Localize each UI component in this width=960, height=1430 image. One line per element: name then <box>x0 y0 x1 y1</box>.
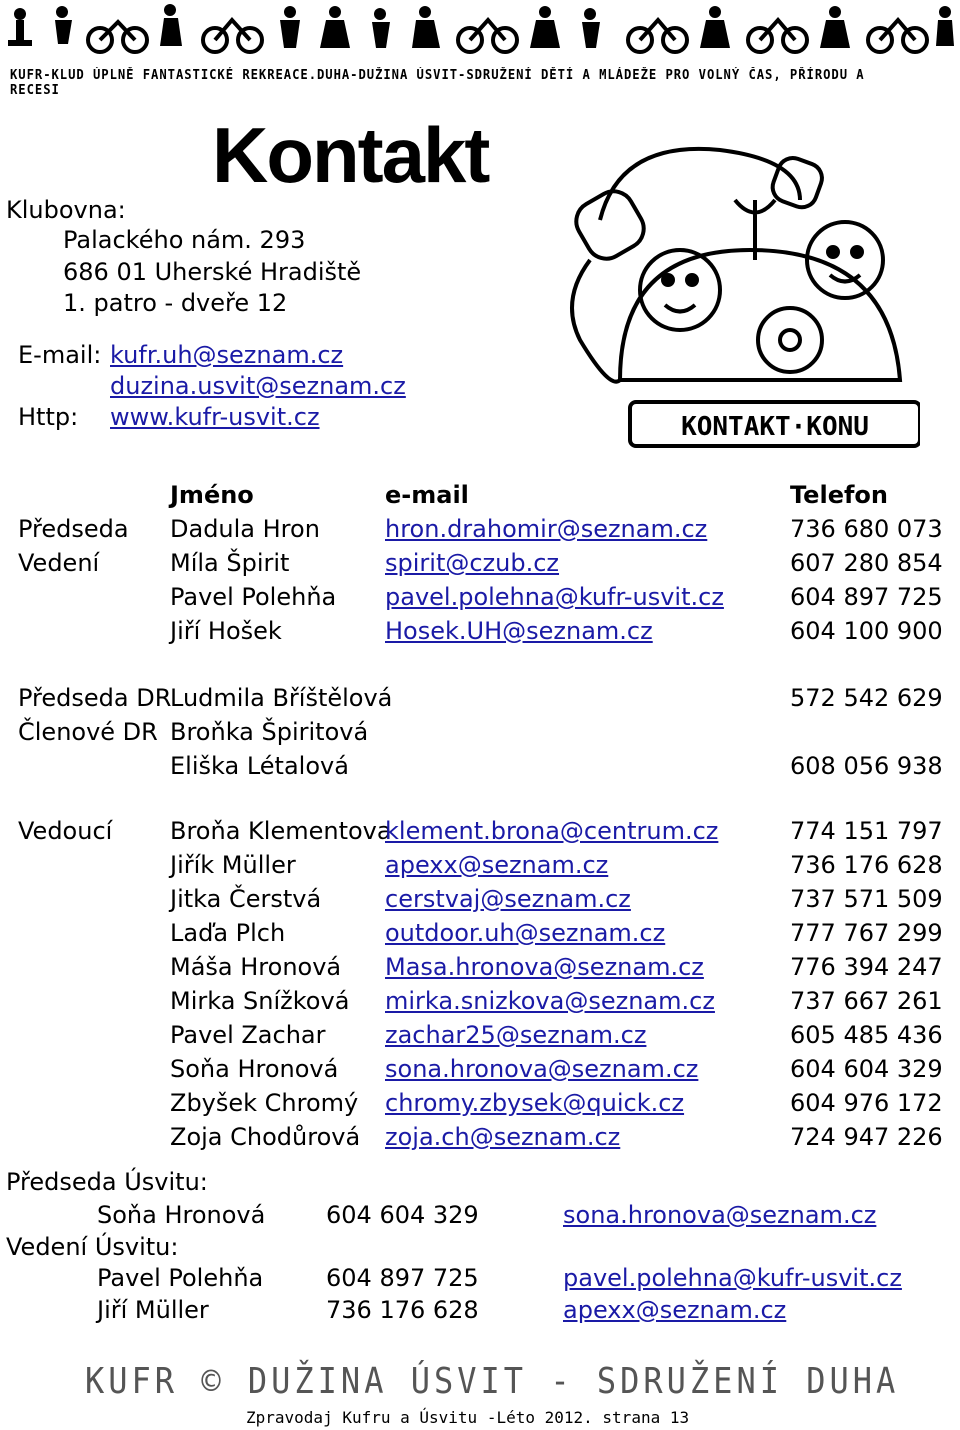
row-phone: 724 947 226 <box>790 1123 943 1151</box>
row-name: Broňka Špiritová <box>170 718 369 746</box>
address-line: Palackého nám. 293 <box>63 226 306 254</box>
row-name: Broňa Klementova <box>170 817 392 845</box>
row-phone: 604 100 900 <box>790 617 943 645</box>
row-email-link[interactable]: hron.drahomir@seznam.cz <box>385 515 708 543</box>
row-email-link[interactable]: cerstvaj@seznam.cz <box>385 885 631 913</box>
usvit-name: Pavel Polehňa <box>97 1264 264 1292</box>
row-phone: 777 767 299 <box>790 919 943 947</box>
email-label: E-mail: <box>18 341 102 369</box>
row-role: Vedoucí <box>18 817 113 845</box>
row-name: Jiří Hošek <box>170 617 282 645</box>
row-email-link[interactable]: outdoor.uh@seznam.cz <box>385 919 666 947</box>
row-email-link[interactable]: klement.brona@centrum.cz <box>385 817 719 845</box>
row-phone: 604 604 329 <box>790 1055 943 1083</box>
handset-icon <box>600 149 800 220</box>
usvit-phone: 604 897 725 <box>326 1264 479 1292</box>
usvit-email-link[interactable]: sona.hronova@seznam.cz <box>563 1201 877 1229</box>
club-email-link[interactable]: kufr.uh@seznam.cz <box>110 341 344 369</box>
club-email-link[interactable]: duzina.usvit@seznam.cz <box>110 372 406 400</box>
club-label: Klubovna: <box>6 196 126 224</box>
row-name: Eliška Létalová <box>170 752 349 780</box>
row-name: Soňa Hronová <box>170 1055 339 1083</box>
row-phone: 604 897 725 <box>790 583 943 611</box>
usvit-name: Soňa Hronová <box>97 1201 266 1229</box>
row-name: Zbyšek Chromý <box>170 1089 359 1117</box>
header-tagline: KUFR-KLUD ÚPLNĚ FANTASTICKÉ REKREACE.DUHA-DUŽINA ÚSVIT-SDRUŽENÍ DĚTÍ A MLÁDEŽE PRO VOLNÝ ČAS, PŘÍRODU A RECESI <box>10 68 865 98</box>
row-name: Mirka Snížková <box>170 987 350 1015</box>
telephone-illustration <box>560 140 920 450</box>
row-role: Předseda DR <box>18 684 172 712</box>
row-phone: 736 680 073 <box>790 515 943 543</box>
usvit-chair-label: Předseda Úsvitu: <box>6 1168 208 1196</box>
club-web-link[interactable]: www.kufr-usvit.cz <box>110 403 320 431</box>
row-email-link[interactable]: Masa.hronova@seznam.cz <box>385 953 704 981</box>
illustration-label: KONTAKT·KONU <box>681 412 869 442</box>
row-phone: 605 485 436 <box>790 1021 943 1049</box>
row-name: Jitka Čerstvá <box>170 885 322 913</box>
row-name: Jiřík Müller <box>170 851 296 879</box>
row-email-link[interactable]: chromy.zbysek@quick.cz <box>385 1089 685 1117</box>
page-title: Kontakt <box>212 111 489 199</box>
row-phone: 736 176 628 <box>790 851 943 879</box>
row-name: Máša Hronová <box>170 953 342 981</box>
row-email-link[interactable]: sona.hronova@seznam.cz <box>385 1055 699 1083</box>
usvit-board-label: Vedení Úsvitu: <box>6 1233 179 1261</box>
row-phone: 572 542 629 <box>790 684 943 712</box>
footer-logo-band: KUFR © DUŽINA ÚSVIT - SDRUŽENÍ DUHA <box>85 1360 900 1402</box>
usvit-name: Jiří Müller <box>97 1296 209 1324</box>
usvit-phone: 736 176 628 <box>326 1296 479 1324</box>
row-role: Předseda <box>18 515 129 543</box>
http-label: Http: <box>18 403 79 431</box>
usvit-email-link[interactable]: pavel.polehna@kufr-usvit.cz <box>563 1264 902 1292</box>
runner-figures-icon <box>8 4 954 52</box>
row-name: Dadula Hron <box>170 515 320 543</box>
row-role: Vedení <box>18 549 100 577</box>
row-phone: 774 151 797 <box>790 817 943 845</box>
row-role: Členové DR <box>18 718 158 746</box>
row-name: Laďa Plch <box>170 919 286 947</box>
row-name: Míla Špirit <box>170 549 290 577</box>
row-email-link[interactable]: zoja.ch@seznam.cz <box>385 1123 621 1151</box>
address-line: 686 01 Uherské Hradiště <box>63 258 362 286</box>
phone-body-icon <box>620 250 900 380</box>
row-email-link[interactable]: Hosek.UH@seznam.cz <box>385 617 653 645</box>
row-phone: 776 394 247 <box>790 953 943 981</box>
row-phone: 607 280 854 <box>790 549 943 577</box>
row-email-link[interactable]: apexx@seznam.cz <box>385 851 609 879</box>
usvit-email-link[interactable]: apexx@seznam.cz <box>563 1296 787 1324</box>
row-name: Pavel Zachar <box>170 1021 326 1049</box>
rotary-dial-icon <box>758 308 822 372</box>
page-footer: Zpravodaj Kufru a Úsvitu -Léto 2012. strana 13 <box>246 1408 690 1427</box>
row-phone: 608 056 938 <box>790 752 943 780</box>
usvit-phone: 604 604 329 <box>326 1201 479 1229</box>
row-phone: 737 571 509 <box>790 885 943 913</box>
row-name: Zoja Chodůrová <box>170 1123 361 1151</box>
header-email: e-mail <box>385 481 469 509</box>
header-name: Jméno <box>170 481 254 509</box>
row-email-link[interactable]: pavel.polehna@kufr-usvit.cz <box>385 583 724 611</box>
header-phone: Telefon <box>790 481 888 509</box>
row-phone: 604 976 172 <box>790 1089 943 1117</box>
address-line: 1. patro - dveře 12 <box>63 289 288 317</box>
row-phone: 737 667 261 <box>790 987 943 1015</box>
row-name: Ludmila Bříštělová <box>170 684 393 712</box>
row-name: Pavel Polehňa <box>170 583 337 611</box>
row-email-link[interactable]: spirit@czub.cz <box>385 549 560 577</box>
row-email-link[interactable]: zachar25@seznam.cz <box>385 1021 647 1049</box>
row-email-link[interactable]: mirka.snizkova@seznam.cz <box>385 987 715 1015</box>
